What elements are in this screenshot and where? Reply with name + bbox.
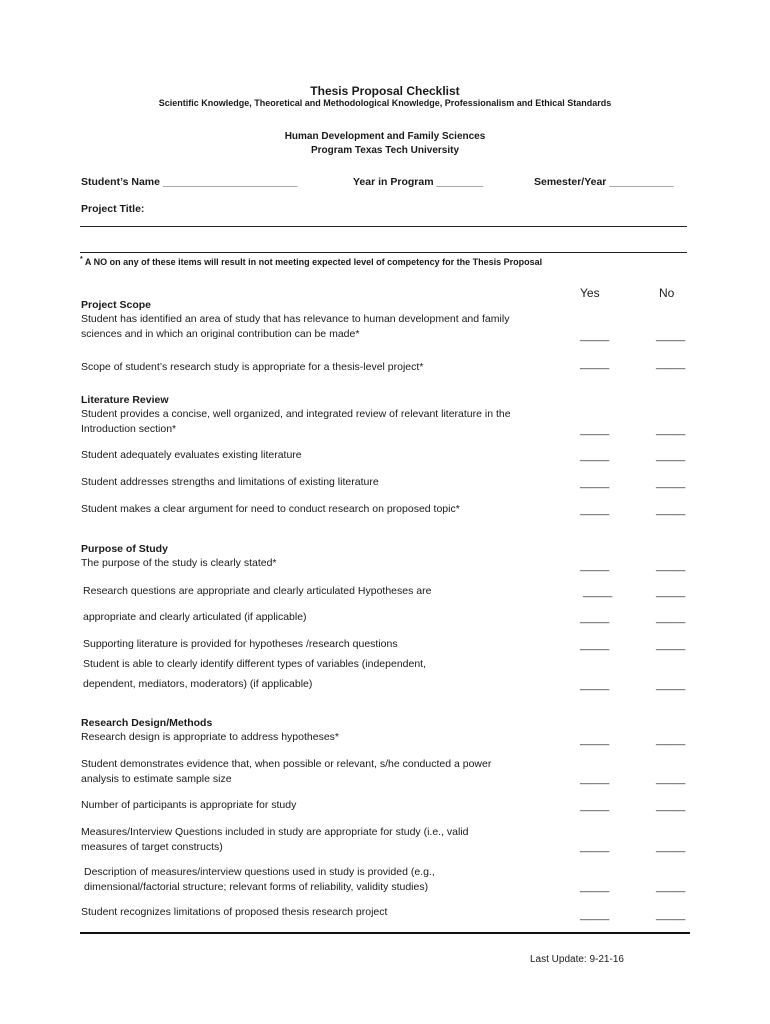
program-name: Program Texas Tech University: [310, 145, 460, 156]
year-in-program-field[interactable]: Year in Program ________: [353, 176, 484, 188]
project-title-label: Project Title:: [81, 203, 145, 215]
checklist-item: Research questions are appropriate and clearly articulated Hypotheses are: [83, 585, 432, 597]
footer-divider: [80, 932, 690, 934]
checklist-item: Student recognizes limitations of proposed thesis research project: [81, 906, 388, 918]
checklist-item: Number of participants is appropriate for study: [81, 799, 297, 811]
yes-blank[interactable]: _____: [580, 560, 610, 572]
no-blank[interactable]: _____: [656, 679, 686, 691]
competency-note: [80, 256, 542, 267]
checklist-item: Student addresses strengths and limitations of existing literature: [81, 476, 379, 488]
yes-blank[interactable]: _____: [580, 504, 610, 516]
no-blank[interactable]: _____: [656, 639, 686, 651]
section-title-purpose-of-study: Purpose of Study: [81, 543, 168, 555]
semester-year-field[interactable]: Semester/Year ___________: [534, 176, 674, 188]
no-blank[interactable]: _____: [656, 734, 686, 746]
no-blank[interactable]: _____: [656, 612, 686, 624]
checklist-item: Student provides a concise, well organized, and integrated review of relevant literature in the Introduction section*: [81, 408, 511, 435]
project-title-line-1[interactable]: [80, 226, 687, 227]
student-name-field[interactable]: Student’s Name _______________________: [81, 176, 298, 188]
yes-blank[interactable]: _____: [580, 358, 610, 370]
checklist-item: Student is able to clearly identify different types of variables (independent,: [83, 658, 427, 670]
yes-blank[interactable]: _____: [580, 800, 610, 812]
no-blank[interactable]: _____: [656, 909, 686, 921]
no-blank[interactable]: _____: [656, 586, 686, 598]
checklist-item: appropriate and clearly articulated (if applicable): [83, 611, 307, 623]
checklist-item: Supporting literature is provided for hypotheses /research questions: [83, 638, 398, 650]
yes-blank[interactable]: _____: [580, 679, 610, 691]
document-title: Thesis Proposal Checklist: [310, 84, 460, 98]
yes-blank[interactable]: _____: [580, 881, 610, 893]
yes-blank[interactable]: _____: [580, 424, 610, 436]
yes-column-header: Yes: [580, 286, 600, 300]
no-blank[interactable]: _____: [656, 560, 686, 572]
checklist-item: Scope of student’s research study is appropriate for a thesis-level project*: [81, 361, 424, 373]
no-blank[interactable]: _____: [656, 477, 686, 489]
no-blank[interactable]: _____: [656, 424, 686, 436]
yes-blank[interactable]: _____: [580, 773, 610, 785]
no-blank[interactable]: _____: [656, 841, 686, 853]
checklist-item: dependent, mediators, moderators) (if applicable): [83, 678, 313, 690]
no-blank[interactable]: _____: [656, 773, 686, 785]
yes-blank[interactable]: _____: [580, 612, 610, 624]
section-title-literature-review: Literature Review: [81, 394, 169, 406]
yes-blank[interactable]: _____: [580, 639, 610, 651]
project-title-line-2[interactable]: [80, 252, 687, 253]
no-column-header: No: [659, 286, 675, 300]
checklist-item: Research design is appropriate to address hypotheses*: [81, 731, 339, 743]
yes-blank[interactable]: _____: [580, 477, 610, 489]
checklist-item: Student has identified an area of study that has relevance to human development and family sciences and in which an original contribution can be made*: [81, 313, 510, 340]
checklist-item: Student adequately evaluates existing literature: [81, 449, 302, 461]
checklist-item: Student demonstrates evidence that, when possible or relevant, s/he conducted a power analysis to estimate sample size: [81, 758, 492, 785]
department-name: Human Development and Family Sciences: [284, 131, 486, 142]
no-blank[interactable]: _____: [656, 881, 686, 893]
yes-blank[interactable]: _____: [580, 841, 610, 853]
no-blank[interactable]: _____: [656, 330, 686, 342]
no-blank[interactable]: _____: [656, 358, 686, 370]
asterisk-marker: *: [80, 256, 83, 263]
checklist-item: Student makes a clear argument for need to conduct research on proposed topic*: [81, 503, 460, 515]
section-title-project-scope: Project Scope: [81, 299, 152, 311]
document-subtitle: Scientific Knowledge, Theoretical and Methodological Knowledge, Professionalism and Ethical Standards: [158, 98, 612, 108]
section-title-research-design-methods: Research Design/Methods: [81, 717, 213, 729]
competency-note-text: A NO on any of these items will result in not meeting expected level of competency for the Thesis Proposal: [84, 257, 543, 267]
no-blank[interactable]: _____: [656, 450, 686, 462]
checklist-item: Measures/Interview Questions included in study are appropriate for study (i.e., valid measures of target constructs): [81, 826, 469, 853]
yes-blank[interactable]: _____: [580, 330, 610, 342]
no-blank[interactable]: _____: [656, 800, 686, 812]
yes-blank[interactable]: _____: [580, 450, 610, 462]
yes-blank[interactable]: _____: [583, 586, 613, 598]
checklist-item: The purpose of the study is clearly stated*: [81, 557, 277, 569]
yes-blank[interactable]: _____: [580, 734, 610, 746]
yes-blank[interactable]: _____: [580, 909, 610, 921]
last-update-text: Last Update: 9-21-16: [530, 954, 624, 965]
checklist-item: Description of measures/interview questions used in study is provided (e.g., dimensional/factorial structure; relevant forms of reliability, validity studies): [84, 866, 435, 893]
no-blank[interactable]: _____: [656, 504, 686, 516]
